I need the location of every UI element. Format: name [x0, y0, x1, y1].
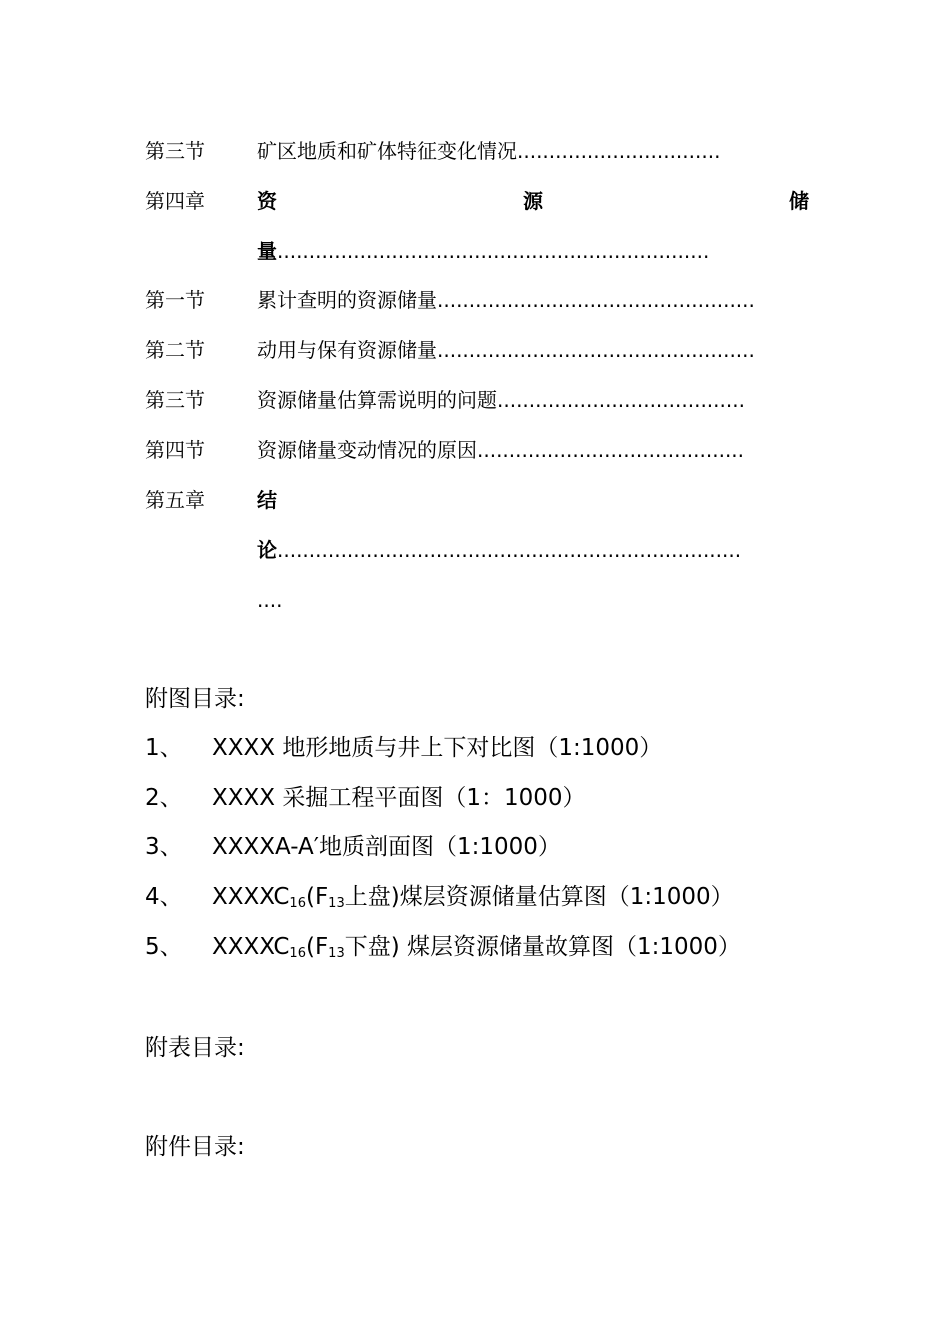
toc-entry-continuation — [145, 535, 815, 565]
toc-entry-continuation — [145, 236, 815, 266]
figure-title: XXXXA-A′地质剖面图（1:1000） — [212, 834, 561, 860]
toc-entry — [145, 435, 815, 465]
toc-section-label: 第三节 — [145, 388, 205, 412]
toc-entry — [145, 136, 815, 166]
toc-section-title: 累计查明的资源储量.................................................. — [257, 288, 755, 312]
toc-chapter-label: 第四章 — [145, 189, 205, 213]
toc-chapter-title: 结 — [257, 488, 277, 512]
figure-number: 2、 — [145, 785, 183, 811]
toc-entry — [145, 385, 815, 415]
toc-chapter-label: 第五章 — [145, 488, 205, 512]
toc-entry — [145, 485, 815, 515]
figures-heading: 附图目录: — [145, 686, 245, 712]
toc-leader-dots: ....................................... — [497, 388, 745, 412]
toc-section-title: 资源储量估算需说明的问题....................................... — [257, 388, 745, 412]
toc-section-title: 资源储量变动情况的原因.......................................... — [257, 438, 745, 462]
toc-leader-dots: .......................................... — [477, 438, 745, 462]
figure-number: 4、 — [145, 884, 183, 910]
toc-entry — [145, 186, 815, 216]
toc-leader-dots: .... — [257, 588, 283, 612]
toc-chapter-title-cont: 量.................................................................... — [257, 239, 710, 263]
figure-title: XXXX 采掘工程平面图（1：1000） — [212, 785, 586, 811]
tables-heading: 附表目录: — [145, 1035, 245, 1061]
toc-leader-dots: ......................................................................... — [277, 538, 742, 562]
toc-section-label: 第四节 — [145, 438, 205, 462]
figure-title: $XXXXC_{16}(F_{13}$上盘)煤层资源储量估算图（1:1000） — [212, 884, 734, 911]
toc-chapter-title: 资 源 储 — [257, 189, 809, 213]
toc-leader-dots: .................................................................... — [277, 239, 710, 263]
figure-number: 1、 — [145, 735, 183, 761]
figure-number: 3、 — [145, 834, 183, 860]
toc-entry-continuation — [145, 585, 815, 615]
toc-leader-dots: .................................................. — [437, 288, 755, 312]
toc-entry — [145, 335, 815, 365]
figure-title: XXXX 地形地质与井上下对比图（1:1000） — [212, 735, 663, 761]
toc-section-label: 第二节 — [145, 338, 205, 362]
toc-section-title: 矿区地质和矿体特征变化情况................................ — [257, 139, 721, 163]
toc-leader-dots: .................................................. — [437, 338, 755, 362]
toc-section-label: 第一节 — [145, 288, 205, 312]
toc-chapter-title-cont: 论......................................................................... — [257, 538, 742, 562]
figure-title: $XXXXC_{16}(F_{13}$下盘) 煤层资源储量故算图（1:1000） — [212, 934, 741, 961]
toc-section-title: 动用与保有资源储量.................................................. — [257, 338, 755, 362]
toc-section-label: 第三节 — [145, 139, 205, 163]
figure-number: 5、 — [145, 934, 183, 960]
toc-leader-dots: ................................ — [517, 139, 721, 163]
attachments-heading: 附件目录: — [145, 1134, 245, 1160]
toc-entry — [145, 285, 815, 315]
